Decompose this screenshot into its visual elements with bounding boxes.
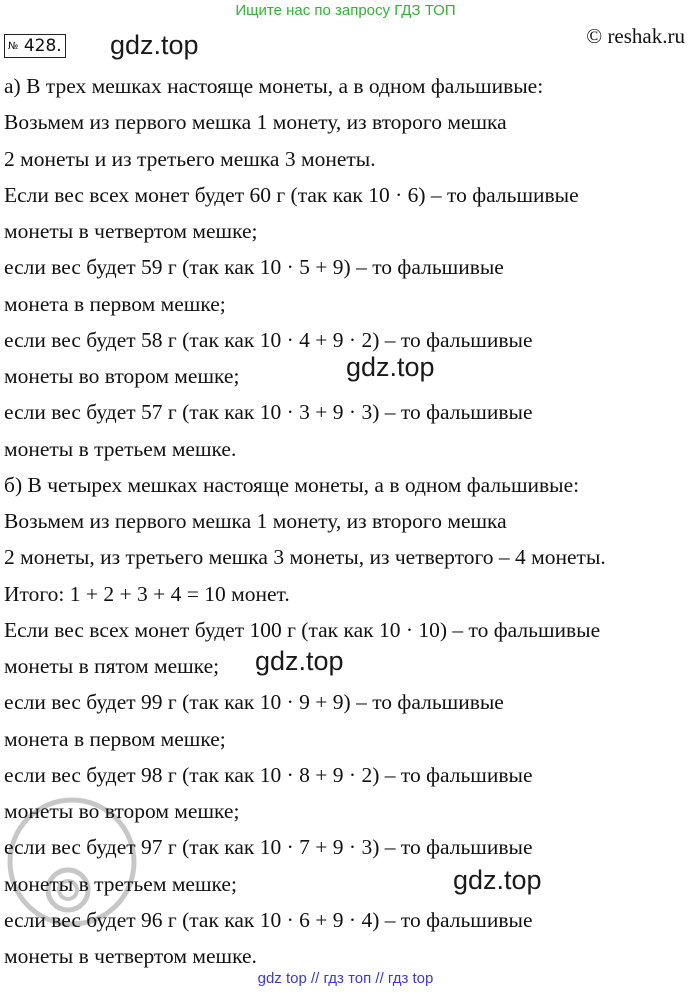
text-line: Если вес всех монет будет 60 г (так как 10 · 6) – то фальшивые xyxy=(4,182,579,207)
gdz-watermark: gdz.top xyxy=(346,352,435,382)
top-banner: Ищите нас по запросу ГДЗ ТОП xyxy=(235,2,456,19)
gdz-watermark: gdz.top xyxy=(453,865,542,895)
text-line: монеты в третьем мешке. xyxy=(4,436,237,461)
problem-number-value: 428. xyxy=(23,36,62,56)
text-line: монеты в пятом мешке; xyxy=(4,654,220,678)
problem-number xyxy=(4,34,66,58)
text-line: б) В четырех мешках настояще монеты, а в одном фальшивые: xyxy=(4,472,580,497)
text-line: если вес будет 99 г (так как 10 · 9 + 9) – то фальшивые xyxy=(4,690,504,715)
number-sign: № xyxy=(8,41,19,52)
text-line: монета в первом мешке; xyxy=(4,291,226,316)
text-line: если вес будет 58 г (так как 10 · 4 + 9 · 2) – то фальшивые xyxy=(4,327,533,352)
gdz-watermark: gdz.top xyxy=(255,646,344,676)
text-line: если вес будет 96 г (так как 10 · 6 + 9 · 4) – то фальшивые xyxy=(4,907,533,932)
text-line: 2 монеты, из третьего мешка 3 монеты, из четвертого – 4 монеты. xyxy=(4,545,606,570)
text-line: монеты во втором мешке; xyxy=(4,799,240,823)
text-line: если вес будет 57 г (так как 10 · 3 + 9 · 3) – то фальшивые xyxy=(4,400,533,425)
text-line: Возьмем из первого мешка 1 монету, из второго мешка xyxy=(4,110,507,135)
text-line: если вес будет 59 г (так как 10 · 5 + 9) – то фальшивые xyxy=(4,255,504,280)
gdz-watermark: gdz.top xyxy=(110,30,199,60)
text-line: если вес будет 98 г (так как 10 · 8 + 9 · 2) – то фальшивые xyxy=(4,762,533,787)
text-line: монеты в третьем мешке; xyxy=(4,871,237,896)
text-line: если вес будет 97 г (так как 10 · 7 + 9 · 3) – то фальшивые xyxy=(4,835,533,860)
text-line: монета в первом мешке; xyxy=(4,726,226,751)
text-line: Итого: 1 + 2 + 3 + 4 = 10 монет. xyxy=(4,581,290,606)
bottom-banner: gdz top // гдз топ // гдз top xyxy=(257,970,434,987)
text-line: Возьмем из первого мешка 1 монету, из второго мешка xyxy=(4,509,507,533)
solution-text xyxy=(4,68,688,974)
text-line: Если вес всех монет будет 100 г (так как 10 · 10) – то фальшивые xyxy=(4,617,601,642)
text-line: а) В трех мешках настояще монеты, а в одном фальшивые: xyxy=(4,74,544,98)
text-line: монеты в четвертом мешке; xyxy=(4,219,258,243)
text-line: 2 монеты и из третьего мешка 3 монеты. xyxy=(4,146,376,171)
copyright-text: © reshak.ru xyxy=(586,24,685,48)
text-line: монеты во втором мешке; xyxy=(4,364,240,388)
text-line: монеты в четвертом мешке. xyxy=(4,944,257,968)
